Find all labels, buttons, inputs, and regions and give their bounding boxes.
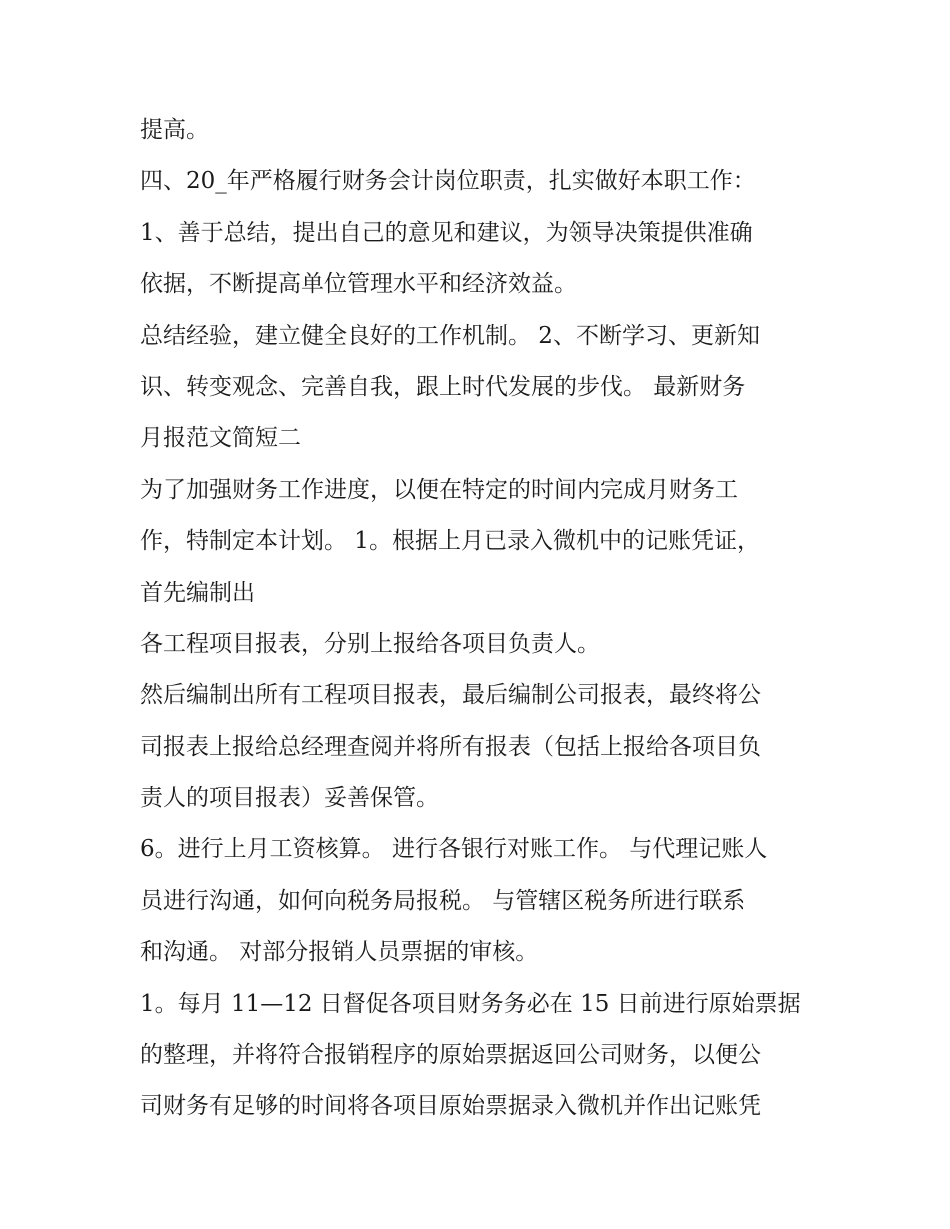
text-line: 各工程项目报表，分别上报给各项目负责人。 [140, 630, 600, 657]
text-line: 为了加强财务工作进度，以便在特定的时间内完成月财务工 [140, 476, 738, 503]
text-line: 依据，不断提高单位管理水平和经济效益。 [140, 271, 577, 298]
text-line: 然后编制出所有工程项目报表，最后编制公司报表，最终将公 [140, 682, 761, 709]
document-body [140, 105, 815, 1133]
text-line: 6。进行上月工资核算。 进行各银行对账工作。 与代理记账人 [140, 836, 768, 863]
text-line: 的整理，并将符合报销程序的原始票据返回公司财务，以便公 [140, 1042, 761, 1069]
text-line: 1。每月 11—12 日督促各项目财务务必在 15 日前进行原始票据 [140, 990, 801, 1017]
text-line: 月报范文简短二 [140, 425, 301, 452]
text-line: 1、善于总结，提出自己的意见和建议，为领导决策提供准确 [140, 219, 753, 246]
text-line: 员进行沟通，如何向税务局报税。 与管辖区税务所进行联系 [140, 887, 746, 914]
text-line: 司报表上报给总经理查阅并将所有报表（包括上报给各项目负 [140, 733, 761, 760]
text-line: 和沟通。 对部分报销人员票据的审核。 [140, 939, 539, 966]
text-line: 四、20_年严格履行财务会计岗位职责，扎实做好本职工作： [140, 168, 756, 195]
text-line: 总结经验，建立健全良好的工作机制。 2、不断学习、更新知 [140, 322, 760, 349]
text-line: 提高。 [140, 117, 209, 143]
text-line: 司财务有足够的时间将各项目原始票据录入微机并作出记账凭 [140, 1093, 761, 1120]
text-line: 作，特制定本计划。 1。根据上月已录入微机中的记账凭证， [140, 528, 760, 555]
text-line: 识、转变观念、完善自我，跟上时代发展的步伐。 最新财务 [140, 373, 746, 400]
text-line: 首先编制出 [140, 579, 255, 606]
text-line: 责人的项目报表）妥善保管。 [140, 785, 439, 812]
